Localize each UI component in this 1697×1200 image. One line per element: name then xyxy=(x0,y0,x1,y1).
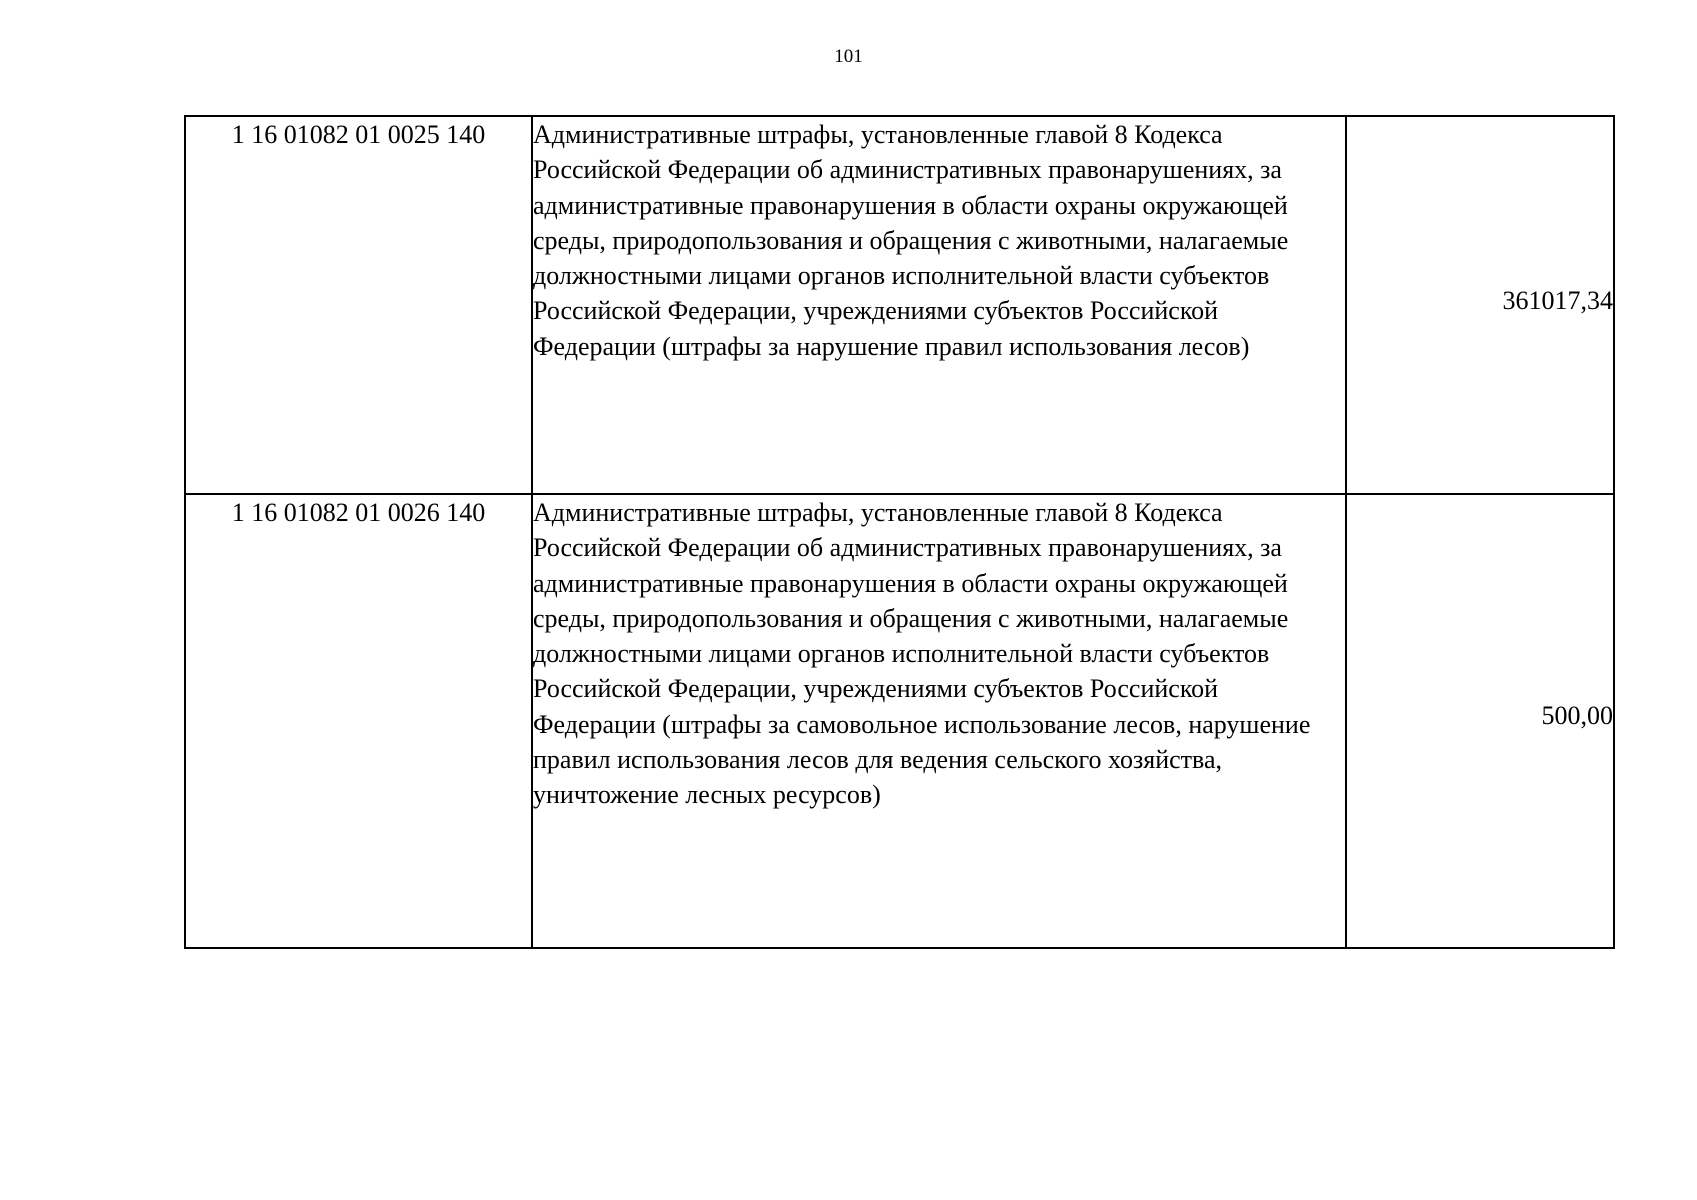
description-cell: Административные штрафы, установленные главой 8 Кодекса Российской Федерации об административных правонарушениях, за административные правонарушения в области охраны окружающей среды, природопользования и обращения с животными, налагаемые должностными лицами органов исполнительной власти субъектов Российской Федерации, учреждениями субъектов Российской Федерации (штрафы за самовольное использование лесов, нарушение правил использования лесов для ведения сельского хозяйства, уничтожение лесных ресурсов) xyxy=(532,494,1346,948)
budget-code-cell: 1 16 01082 01 0026 140 xyxy=(185,494,532,948)
table-row xyxy=(185,494,1614,948)
table-row xyxy=(185,116,1614,494)
amount-cell: 361017,34 xyxy=(1346,116,1614,494)
description-cell: Административные штрафы, установленные главой 8 Кодекса Российской Федерации об административных правонарушениях, за административные правонарушения в области охраны окружающей среды, природопользования и обращения с животными, налагаемые должностными лицами органов исполнительной власти субъектов Российской Федерации, учреждениями субъектов Российской Федерации (штрафы за нарушение правил использования лесов) xyxy=(532,116,1346,494)
budget-code-cell: 1 16 01082 01 0025 140 xyxy=(185,116,532,494)
budget-table xyxy=(184,115,1615,949)
amount-cell: 500,00 xyxy=(1346,494,1614,948)
page-number: 101 xyxy=(834,46,863,67)
